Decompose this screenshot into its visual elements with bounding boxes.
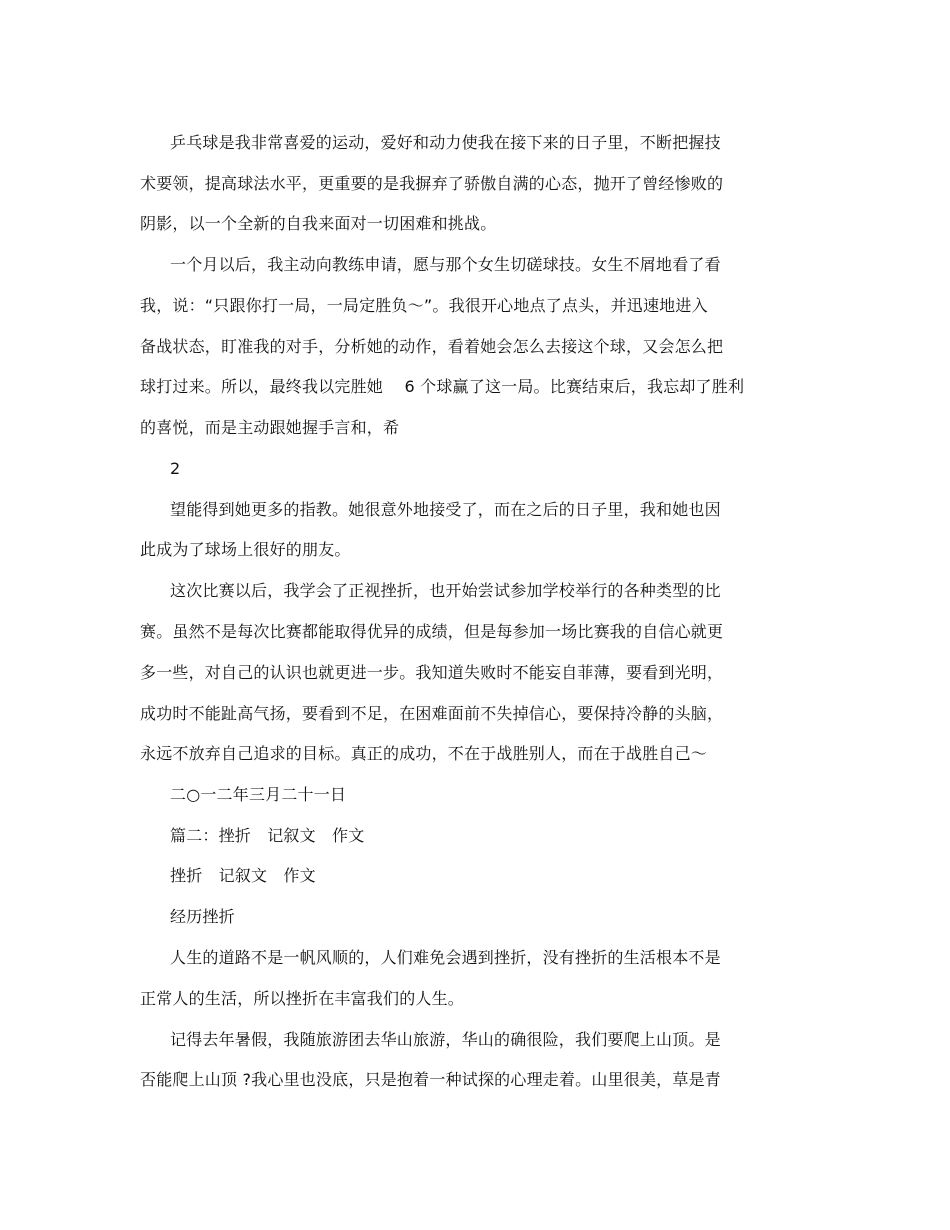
text-line: 的喜悦，而是主动跟她握手言和，希 xyxy=(140,418,400,437)
text-line: 人生的道路不是一帆风顺的，人们难免会遇到挫折，没有挫折的生活根本不是 xyxy=(170,948,721,967)
text-line: 多一些，对自己的认识也就更进一步。我知道失败时不能妄自菲薄，要看到光明， xyxy=(140,663,724,682)
section-heading: 篇二：挫折 记叙文 作文 xyxy=(170,826,365,845)
text-line: 否能爬上山顶 ?我心里也没底，只是抱着一种试探的心理走着。山里很美，草是青 xyxy=(140,1070,721,1089)
essay-title: 经历挫折 xyxy=(170,907,235,926)
subheading: 挫折 记叙文 作文 xyxy=(170,866,316,885)
text-line: 球打过来。所以，最终我以完胜她 6 个球赢了这一局。比赛结束后，我忘却了胜利 xyxy=(140,377,745,396)
text-line: 正常人的生活，所以挫折在丰富我们的人生。 xyxy=(140,989,465,1008)
page-number: 2 xyxy=(170,459,181,478)
text-line: 此成为了球场上很好的朋友。 xyxy=(140,540,351,559)
text-line: 望能得到她更多的指教。她很意外地接受了，而在之后的日子里，我和她也因 xyxy=(170,500,721,519)
text-line: 乒乓球是我非常喜爱的运动，爱好和动力使我在接下来的日子里，不断把握技 xyxy=(170,133,721,152)
text-line: 阴影，以一个全新的自我来面对一切困难和挑战。 xyxy=(140,214,497,233)
text-line: 这次比赛以后，我学会了正视挫折，也开始尝试参加学校举行的各种类型的比 xyxy=(170,581,721,600)
text-line: 我，说：“只跟你打一局，一局定胜负～”。我很开心地点了点头，并迅速地进入 xyxy=(140,296,708,315)
text-line: 一个月以后，我主动向教练申请，愿与那个女生切磋球技。女生不屑地看了看 xyxy=(170,255,721,274)
date-line: 二○一二年三月二十一日 xyxy=(170,785,347,804)
text-line: 赛。虽然不是每次比赛都能取得优异的成绩，但是每参加一场比赛我的自信心就更 xyxy=(140,622,724,641)
text-line: 记得去年暑假，我随旅游团去华山旅游，华山的确很险，我们要爬上山顶。是 xyxy=(170,1030,721,1049)
text-line: 永远不放弃自己追求的目标。真正的成功，不在于战胜别人，而在于战胜自己～ xyxy=(140,744,708,763)
text-line: 备战状态，盯准我的对手，分析她的动作，看着她会怎么去接这个球，又会怎么把 xyxy=(140,337,724,356)
text-line: 术要领，提高球法水平，更重要的是我摒弃了骄傲自满的心态，抛开了曾经惨败的 xyxy=(140,174,724,193)
text-line: 成功时不能趾高气扬，要看到不足，在困难面前不失掉信心，要保持冷静的头脑， xyxy=(140,704,724,723)
